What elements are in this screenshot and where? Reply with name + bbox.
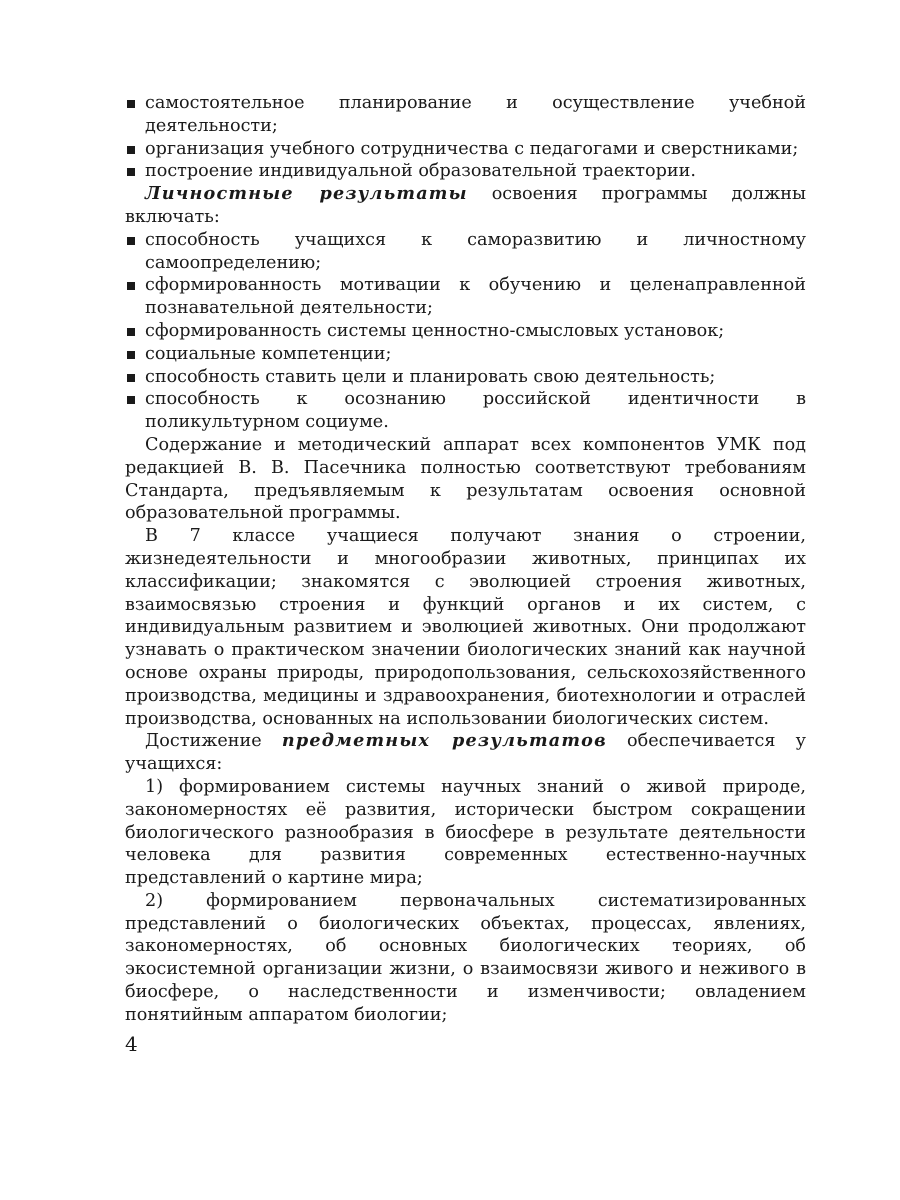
list-item-text: сформированность мотивации к обучению и целенаправленной познавательной деятельности; (145, 275, 806, 319)
list-item (125, 274, 806, 320)
numbered-item-2: 2) формированием первоначальных систематизированных представлений о биологических объектах, процессах, явлениях, закономерностях, об основных биологических теориях, об экосистемной организации жизни, о взаимосвязи живого и неживого в биосфере, о наследственности и изменчивости; овладением понятийным аппаратом биологии; (125, 890, 806, 1025)
subject-results-before: Достижение (145, 731, 282, 752)
numbered-item-1: 1) формированием системы научных знаний о живой природе, закономерностях её развития, исторически быстром сокращении биологического разнообразия в биосфере в результате деятельности человека для развития современных естественно-научных представлений о картине мира; (125, 776, 806, 889)
square-bullet-icon (127, 328, 135, 336)
list-item (125, 138, 806, 161)
square-bullet-icon (127, 374, 135, 382)
list-item (125, 92, 806, 138)
square-bullet-icon (127, 396, 135, 404)
list-item (125, 320, 806, 343)
subject-results-after: обеспечивается у учащихся: (125, 731, 806, 775)
list-item (125, 366, 806, 389)
subject-results-intro (125, 730, 806, 776)
square-bullet-icon (127, 146, 135, 154)
personal-results-term: Личностные результаты (145, 183, 468, 205)
square-bullet-icon (127, 100, 135, 108)
page-body (125, 92, 806, 1027)
list-item-text: сформированность системы ценностно-смысловых установок; (145, 320, 725, 341)
list-item-text: самостоятельное планирование и осуществление учебной деятельности; (145, 93, 806, 136)
square-bullet-icon (127, 351, 135, 359)
personal-results-intro-text: освоения программы должны включать: (125, 184, 806, 227)
list-item-text: способность к осознанию российской идентичности в поликультурном социуме. (145, 389, 806, 433)
square-bullet-icon (127, 282, 135, 290)
list-item-text: способность учащихся к саморазвитию и личностному самоопределению; (145, 229, 806, 273)
page-number: 4 (125, 1032, 138, 1056)
list-item-text: организация учебного сотрудничества с педагогами и сверстниками; (145, 138, 799, 159)
subject-results-term: предметных результатов (281, 730, 607, 752)
list-item (125, 343, 806, 366)
list-item (125, 388, 806, 434)
list-item-text: социальные компетенции; (145, 343, 392, 364)
list-item-text: построение индивидуальной образовательной траектории. (145, 161, 696, 182)
list-item-text: способность ставить цели и планировать свою деятельность; (145, 366, 716, 387)
paragraph-umk: Содержание и методический аппарат всех компонентов УМК под редакцией В. В. Пасечника полностью соответствуют требованиям Стандарта, предъявляемым к результатам освоения основной образовательной программы. (125, 434, 806, 524)
square-bullet-icon (127, 168, 135, 176)
list-item (125, 229, 806, 275)
paragraph-grade-7: В 7 классе учащиеся получают знания о строении, жизнедеятельности и многообразии животных, принципах их классификации; знакомятся с эволюцией строения животных, взаимосвязью строения и функций органов и их систем, с индивидуальным развитием и эволюцией животных. Они продолжают узнавать о практическом значении биологических знаний как научной основе охраны природы, природопользования, сельскохозяйственного производства, медицины и здравоохранения, биотехнологии и отраслей производства, основанных на использовании биологических систем. (125, 526, 806, 729)
personal-results-intro (125, 183, 806, 229)
square-bullet-icon (127, 237, 135, 245)
list-item (125, 160, 806, 183)
